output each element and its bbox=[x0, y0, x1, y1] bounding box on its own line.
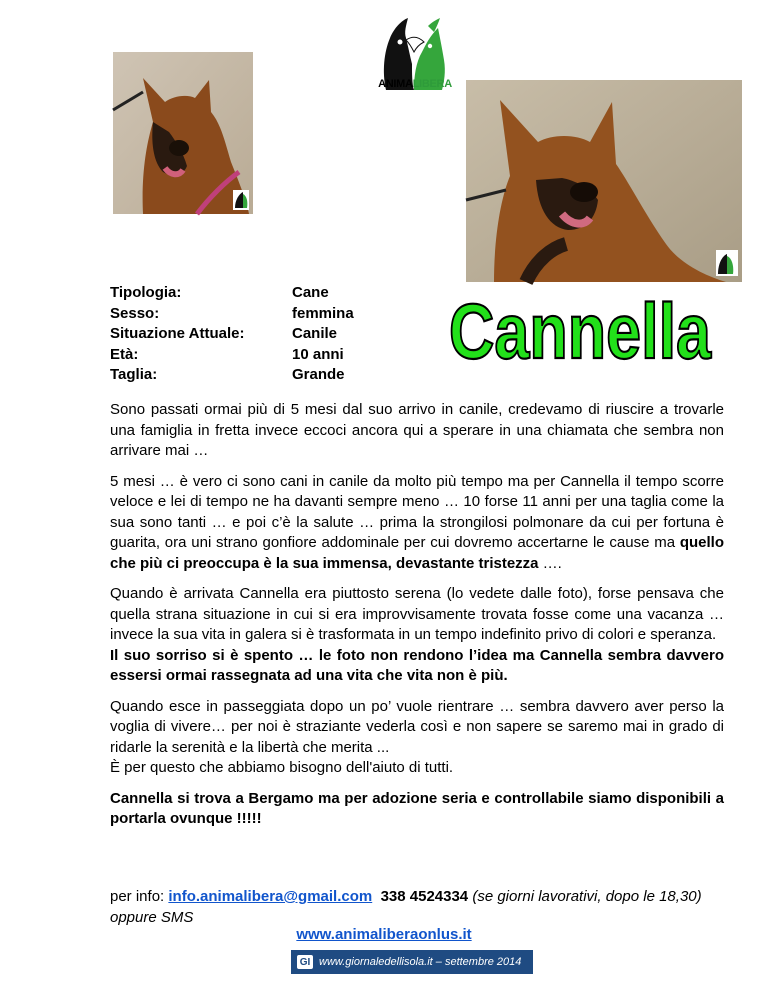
description bbox=[110, 400, 724, 840]
contact-info: per info: info.animalibera@gmail.com 338 4524334 (se giorni lavorativi, dopo le 18,30) oppure SMS bbox=[110, 888, 702, 926]
website-line bbox=[0, 926, 768, 943]
info-row: Situazione Attuale: Canile bbox=[110, 325, 338, 342]
paragraph: Quando è arrivata Cannella era piuttosto serena (lo vedete dalle foto), forse pensava che quella strana situazione in cui si era improvvisamente trovata fosse come una vacanza … invece la sua vita in galera si è trasformata in un tempo indefinito privo di colori e speranza. Il suo sorriso si è spento … le foto non rendono l’idea ma Cannella sembra davvero essersi ormai rassegnata ad una vita che vita non è più. bbox=[110, 585, 724, 684]
paragraph: Cannella si trova a Bergamo ma per adozione seria e controllabile siamo disponibili a portarla ovunque !!!!! bbox=[110, 789, 724, 827]
info-row: Taglia: Grande bbox=[110, 366, 345, 383]
website-link[interactable]: www.animaliberaonlus.it bbox=[296, 926, 472, 943]
email-link[interactable]: info.animalibera@gmail.com bbox=[168, 888, 373, 905]
dog-photo-large bbox=[466, 80, 742, 282]
logo-wordmark: ANIMALIBERA bbox=[378, 78, 452, 90]
paragraph: Quando esce in passeggiata dopo un po’ vuole rientrare … sembra davvero aver perso la voglia di vivere… per noi è straziante vederla così e non sapere se saremo mai in grado di ridarle la serenità e la libertà che merita ... È per questo che abbiamo bisogno dell'aiuto di tutti. bbox=[110, 697, 724, 776]
footer-text: www.giornaledellisola.it – settembre 2014 bbox=[319, 956, 522, 968]
dog-photo-small bbox=[113, 52, 253, 214]
phone-number: 338 4524334 bbox=[380, 888, 469, 905]
info-row: Età: 10 anni bbox=[110, 345, 344, 363]
newspaper-icon: GI bbox=[297, 955, 313, 969]
info-row: Tipologia: Cane bbox=[110, 284, 329, 301]
footer-badge bbox=[291, 950, 533, 974]
dog-info-table bbox=[110, 283, 354, 386]
info-row: Sesso: femmina bbox=[110, 304, 354, 322]
dog-name-title bbox=[440, 287, 720, 375]
dog-name-text: Cannella bbox=[449, 287, 712, 375]
paragraph: 5 mesi … è vero ci sono cani in canile da molto più tempo ma per Cannella il tempo scorre veloce e lei di tempo ne ha davanti sempre meno … 10 forse 11 anni per una taglia come la sua sono tanti … e poi c’è la salute … prima la strongilosi polmonare da cui per fortuna è guarita, ora uni strano gonfiore addominale per cui dovremo accertarne le cause ma quello che più ci preoccupa è la sua immensa, devastante tristezza …. bbox=[110, 472, 724, 572]
paragraph: Sono passati ormai più di 5 mesi dal suo arrivo in canile, credevamo di riuscire a trovarle una famiglia in fretta invece eccoci ancora qui a sperare in una chiamata che sembra non arrivare mai … bbox=[110, 401, 724, 459]
